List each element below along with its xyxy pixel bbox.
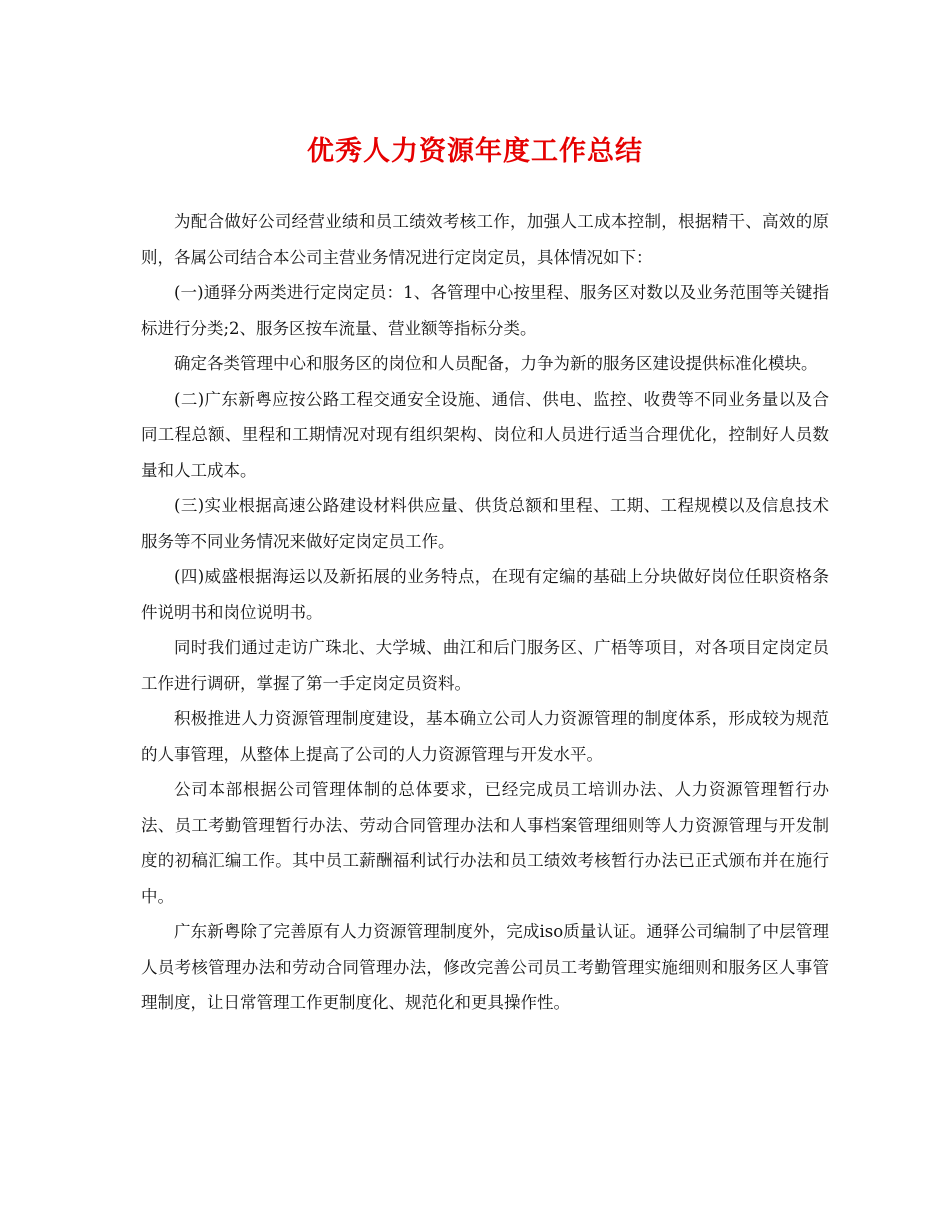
paragraph: 确定各类管理中心和服务区的岗位和人员配备，力争为新的服务区建设提供标准化模块。 bbox=[174, 354, 818, 373]
paragraph: 广东新粤除了完善原有人力资源管理制度外，完成iso质量认证。通驿公司编制了中层管理人员考核管理办法和劳动合同管理办法，修改完善公司员工考勤管理实施细则和服务区人事管理制度，让日常管理工作更制度化、规范化和更具操作性。 bbox=[141, 922, 829, 1012]
paragraph: 为配合做好公司经营业绩和员工绩效考核工作，加强人工成本控制，根据精干、高效的原则，各属公司结合本公司主营业务情况进行定岗定员，具体情况如下： bbox=[141, 212, 829, 267]
paragraph: 同时我们通过走访广珠北、大学城、曲江和后门服务区、广梧等项目，对各项目定岗定员工作进行调研，掌握了第一手定岗定员资料。 bbox=[141, 638, 829, 693]
paragraph: (四)威盛根据海运以及新拓展的业务特点，在现有定编的基础上分块做好岗位任职资格条件说明书和岗位说明书。 bbox=[141, 567, 829, 622]
paragraph: (一)通驿分两类进行定岗定员：1、各管理中心按里程、服务区对数以及业务范围等关键指标进行分类;2、服务区按车流量、营业额等指标分类。 bbox=[141, 283, 829, 338]
paragraph: 积极推进人力资源管理制度建设，基本确立公司人力资源管理的制度体系，形成较为规范的人事管理，从整体上提高了公司的人力资源管理与开发水平。 bbox=[141, 709, 829, 764]
paragraph: (二)广东新粤应按公路工程交通安全设施、通信、供电、监控、收费等不同业务量以及合同工程总额、里程和工期情况对现有组织架构、岗位和人员进行适当合理优化，控制好人员数量和人工成本。 bbox=[141, 389, 829, 480]
paragraph: 公司本部根据公司管理体制的总体要求，已经完成员工培训办法、人力资源管理暂行办法、员工考勤管理暂行办法、劳动合同管理办法和人事档案管理细则等人力资源管理与开发制度的初稿汇编工作。其中员工薪酬福利试行办法和员工绩效考核暂行办法已正式颁布并在施行中。 bbox=[141, 780, 829, 906]
paragraph: (三)实业根据高速公路建设材料供应量、供货总额和里程、工期、工程规模以及信息技术服务等不同业务情况来做好定岗定员工作。 bbox=[141, 496, 829, 551]
document-body bbox=[141, 204, 829, 1021]
document-title: 优秀人力资源年度工作总结 bbox=[307, 136, 643, 167]
